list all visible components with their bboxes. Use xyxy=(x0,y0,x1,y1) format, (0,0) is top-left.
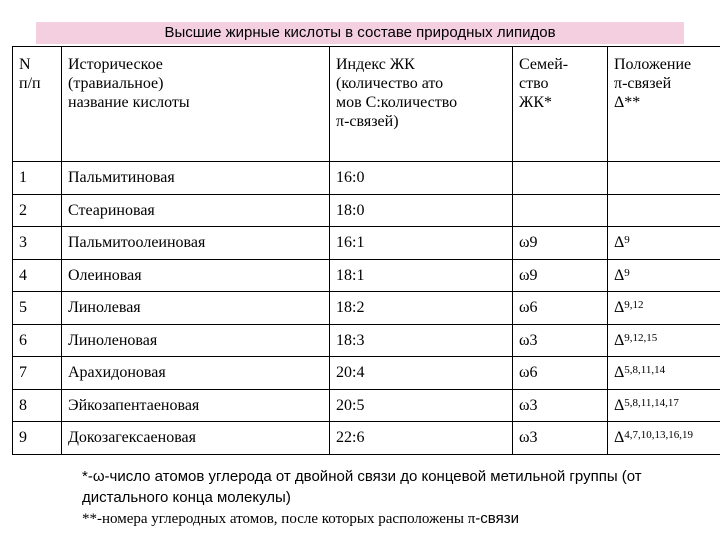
delta-symbol: Δ xyxy=(614,429,625,447)
footnote-family: *-ω-число атомов углерода от двойной связи до концевой метильной группы (от дистального конца молекулы) xyxy=(82,468,642,506)
delta-symbol: Δ xyxy=(614,234,625,252)
header-name: Историческое (травиальное) название кислоты xyxy=(62,47,330,162)
cell-index: 20:5 xyxy=(330,389,513,422)
cell-number: 1 xyxy=(13,162,62,195)
fatty-acids-table xyxy=(12,46,720,455)
cell-family: ω3 xyxy=(513,324,608,357)
cell-position xyxy=(608,324,720,357)
delta-symbol: Δ xyxy=(614,299,625,317)
cell-index: 18:2 xyxy=(330,292,513,325)
cell-family: ω3 xyxy=(513,389,608,422)
cell-position xyxy=(608,422,720,455)
cell-name: Пальмитоолеиновая xyxy=(62,227,330,260)
header-family: Семей- ство ЖК* xyxy=(513,47,608,162)
table-row xyxy=(13,422,720,455)
cell-position xyxy=(608,162,720,195)
table-row xyxy=(13,259,720,292)
footnote-positions: **-номера углеродных атомов, после которых расположены π-связи xyxy=(82,510,519,527)
bond-positions: 9,12,15 xyxy=(624,331,658,344)
cell-name: Пальмитиновая xyxy=(62,162,330,195)
cell-family xyxy=(513,162,608,195)
header-row xyxy=(13,47,720,162)
cell-index: 20:4 xyxy=(330,357,513,390)
bond-positions: 9 xyxy=(624,266,630,279)
cell-number: 5 xyxy=(13,292,62,325)
table-row xyxy=(13,389,720,422)
cell-number: 7 xyxy=(13,357,62,390)
bond-positions: 4,7,10,13,16,19 xyxy=(624,429,694,442)
cell-number: 3 xyxy=(13,227,62,260)
cell-family: ω9 xyxy=(513,227,608,260)
cell-position xyxy=(608,194,720,227)
cell-position xyxy=(608,259,720,292)
cell-index: 16:0 xyxy=(330,162,513,195)
bond-positions: 9 xyxy=(624,234,630,247)
delta-symbol: Δ xyxy=(614,331,625,349)
table-row xyxy=(13,357,720,390)
table-title: Высшие жирные кислоты в составе природных липидов xyxy=(36,22,684,44)
header-index: Индекс ЖК (количество ато мов С:количество π-связей) xyxy=(330,47,513,162)
bond-positions: 9,12 xyxy=(624,299,644,312)
cell-name: Эйкозапентаеновая xyxy=(62,389,330,422)
cell-position xyxy=(608,389,720,422)
cell-index: 18:3 xyxy=(330,324,513,357)
table-row xyxy=(13,162,720,195)
table-row xyxy=(13,292,720,325)
table-row xyxy=(13,194,720,227)
delta-symbol: Δ xyxy=(614,266,625,284)
cell-position xyxy=(608,292,720,325)
cell-name: Линоленовая xyxy=(62,324,330,357)
cell-number: 2 xyxy=(13,194,62,227)
delta-symbol: Δ xyxy=(614,396,625,414)
delta-symbol: Δ xyxy=(614,364,625,382)
cell-name: Линолевая xyxy=(62,292,330,325)
cell-number: 6 xyxy=(13,324,62,357)
cell-family: ω9 xyxy=(513,259,608,292)
cell-position xyxy=(608,357,720,390)
cell-index: 18:0 xyxy=(330,194,513,227)
cell-position xyxy=(608,227,720,260)
cell-name: Олеиновая xyxy=(62,259,330,292)
cell-index: 22:6 xyxy=(330,422,513,455)
cell-name: Арахидоновая xyxy=(62,357,330,390)
cell-name: Стеариновая xyxy=(62,194,330,227)
bond-positions: 5,8,11,14 xyxy=(624,364,666,377)
header-number: N п/п xyxy=(13,47,62,162)
cell-number: 9 xyxy=(13,422,62,455)
cell-family: ω3 xyxy=(513,422,608,455)
cell-family: ω6 xyxy=(513,357,608,390)
cell-number: 8 xyxy=(13,389,62,422)
bond-positions: 5,8,11,14,17 xyxy=(624,396,679,409)
table-row xyxy=(13,227,720,260)
cell-family xyxy=(513,194,608,227)
cell-family: ω6 xyxy=(513,292,608,325)
cell-name: Докозагексаеновая xyxy=(62,422,330,455)
cell-number: 4 xyxy=(13,259,62,292)
cell-index: 18:1 xyxy=(330,259,513,292)
footnotes xyxy=(82,466,702,530)
header-position: Положение π-связей Δ** xyxy=(608,47,720,162)
table-row xyxy=(13,324,720,357)
cell-index: 16:1 xyxy=(330,227,513,260)
